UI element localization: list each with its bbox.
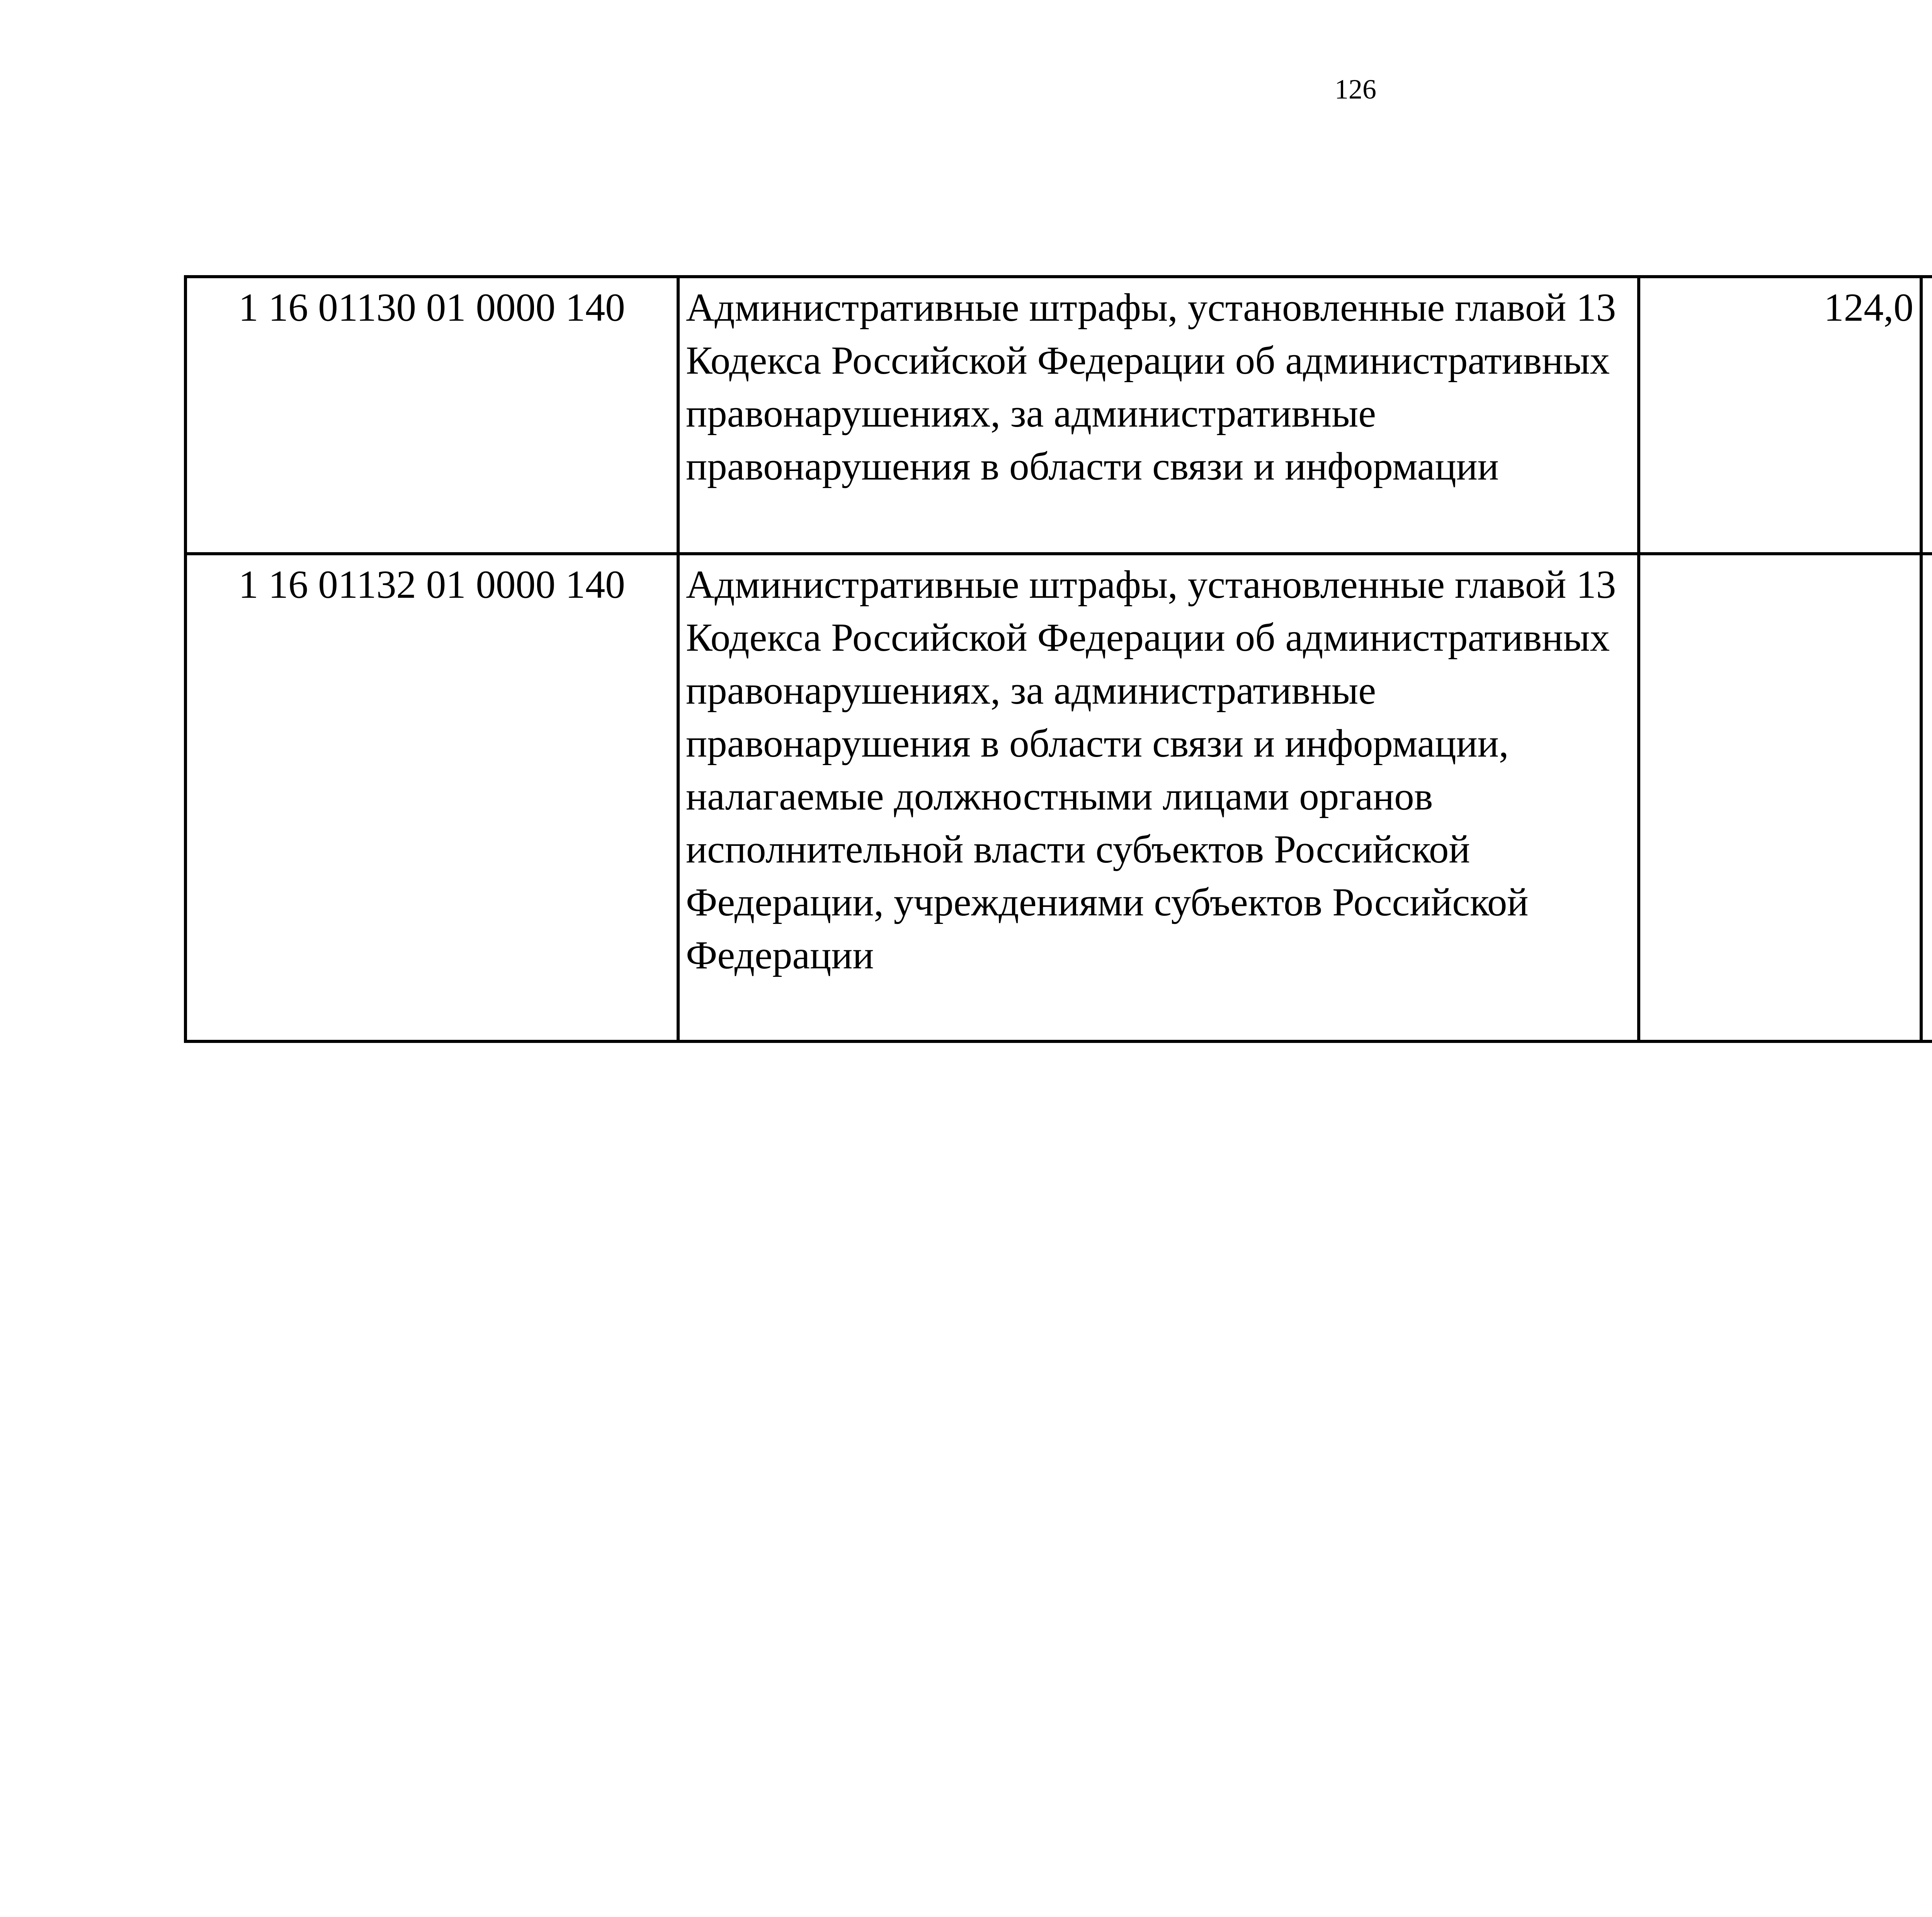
budget-code-cell: 1 16 01132 01 0000 140 bbox=[185, 554, 678, 1041]
value-cell-2 bbox=[1921, 554, 1932, 1041]
budget-code-cell: 1 16 01130 01 0000 140 bbox=[185, 277, 678, 554]
table-row bbox=[185, 277, 1932, 554]
value-cell-1: 124,0 bbox=[1639, 277, 1921, 554]
revenue-table bbox=[184, 275, 1932, 1043]
description-cell: Административные штрафы, установленные главой 13 Кодекса Российской Федерации об административных правонарушениях, за административные правонарушения в области связи и информации, налагаемые должностными лицами органов исполнительной власти субъектов Российской Федерации, учреждениями субъектов Российской Федерации bbox=[678, 554, 1639, 1041]
page-number: 126 bbox=[1335, 74, 1376, 105]
value-cell-2 bbox=[1921, 277, 1932, 554]
table-row bbox=[185, 554, 1932, 1041]
description-cell: Административные штрафы, установленные главой 13 Кодекса Российской Федерации об административных правонарушениях, за административные правонарушения в области связи и информации bbox=[678, 277, 1639, 554]
value-cell-1 bbox=[1639, 554, 1921, 1041]
